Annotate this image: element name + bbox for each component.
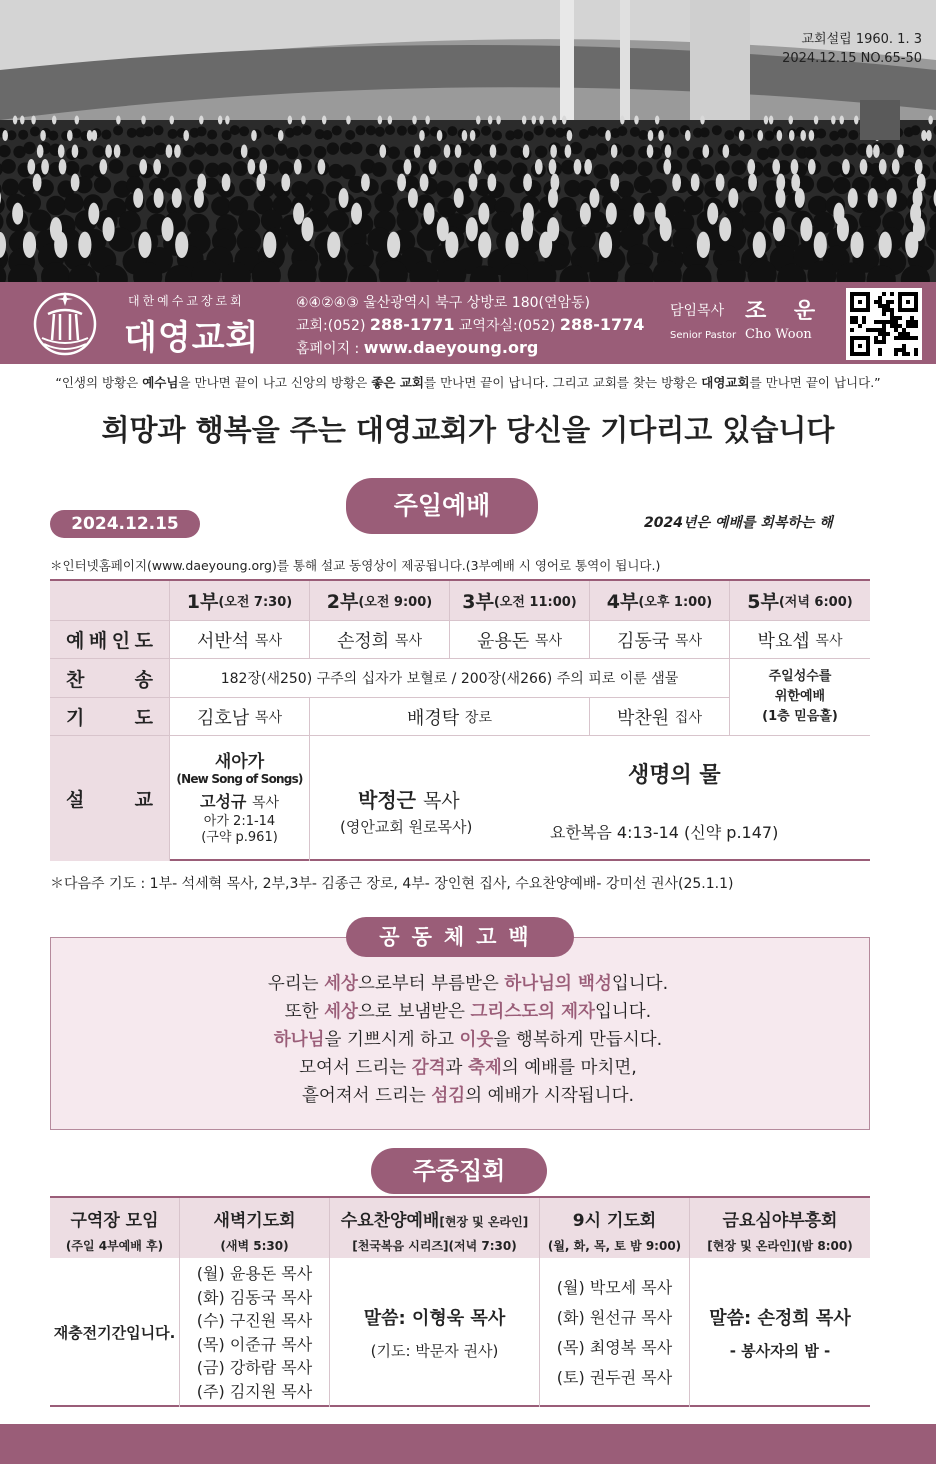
footer-bar	[0, 1424, 936, 1464]
label-char: 교	[134, 789, 153, 811]
prayer-cell	[310, 698, 590, 736]
dawn-schedule-item: (목) 이준규 목사	[196, 1334, 313, 1354]
address: ④④②④③ 울산광역시 북구 상방로 180(연암동)	[296, 295, 591, 311]
confession-highlight: 하나님	[273, 1030, 325, 1050]
label-char: 인	[111, 630, 131, 652]
sermon2-cell	[310, 736, 870, 861]
service5-note-line: 위한예배	[774, 689, 826, 704]
confession-line	[0, 970, 936, 998]
label-char: 예	[66, 630, 85, 652]
sermon1-ref-page: (구약 p.961)	[201, 829, 278, 845]
prayer-title: 집사	[674, 709, 702, 726]
service-name: 3부	[462, 591, 494, 613]
page-headline: 희망과 행복을 주는 대영교회가 당신을 기다리고 있습니다	[101, 413, 835, 447]
confession-highlight: 감격	[411, 1058, 446, 1078]
sermon2-title: 생명의 물	[628, 763, 721, 788]
prayer-name: 박찬원	[617, 707, 670, 729]
wednesday-speaker: 말씀: 이형욱 목사	[363, 1308, 506, 1329]
leader-cell	[730, 621, 870, 659]
sermon1-preacher-title: 목사	[251, 795, 279, 812]
church-name: 대영교회	[124, 318, 260, 358]
leader-title: 목사	[815, 632, 843, 649]
meeting-subtitle: (월, 화, 목, 토 밤 9:00)	[547, 1239, 682, 1253]
label-char: 기	[66, 707, 85, 729]
confession-text	[0, 970, 936, 1110]
confession-text-part: 을 기쁘시게 하고	[324, 1030, 460, 1050]
label-char: 도	[134, 630, 153, 652]
meeting-title: 금요심야부흥회	[722, 1211, 838, 1231]
sunday-worship-title: 주일예배	[346, 478, 538, 534]
service-name: 2부	[326, 591, 359, 613]
prayer-title: 장로	[464, 709, 492, 726]
service-header	[730, 581, 870, 621]
confession-text-part: 과	[445, 1058, 468, 1078]
confession-text-part: 으로 보냄받은	[357, 1002, 471, 1022]
prayer-cell	[170, 698, 310, 736]
service5-note-line: (1층 믿음홀)	[762, 709, 838, 724]
edu-phone-label: 교역자실:(052)	[458, 318, 556, 334]
church-header-band	[0, 282, 936, 364]
dawn-schedule-item: (수) 구진원 목사	[196, 1311, 313, 1330]
motto-text: 을 만나면 끝이 나고 신앙의 방황은	[178, 375, 372, 390]
leader-name: 손정희	[337, 630, 390, 652]
confession-line	[0, 998, 936, 1026]
sermon2-preacher-title: 목사	[422, 790, 460, 812]
sermon2-preacher: 박정근	[358, 788, 416, 812]
sermon2-ref: 요한복음 4:13-14 (신약 p.147)	[550, 823, 779, 842]
motto-text: “인생의 방황은	[55, 375, 143, 390]
confession-highlight: 세상	[324, 974, 358, 994]
confession-title: 공동체고백	[346, 917, 574, 957]
leader-cell	[170, 621, 310, 659]
phone-number: 288-1771	[369, 315, 455, 334]
service5-note-line: 주일성수를	[768, 669, 832, 684]
service-time: (오전 11:00)	[493, 595, 577, 610]
confession-line	[0, 1026, 936, 1054]
confession-highlight: 세상	[324, 1002, 358, 1022]
leader-title: 목사	[394, 632, 422, 649]
service-header	[590, 581, 730, 621]
leader-meeting-cell	[50, 1258, 180, 1407]
sermon1-ref: 아가 2:1-14	[203, 814, 276, 830]
service-time: (오전 9:00)	[358, 595, 433, 610]
homepage-label: 홈페이지 :	[296, 341, 360, 357]
prayer-name: 배경탁	[407, 707, 460, 729]
prayer-cell	[590, 698, 730, 736]
contact-info	[296, 292, 644, 360]
row-label-sermon	[50, 736, 170, 861]
confession-text-part: 입니다.	[611, 974, 669, 994]
pastor-title-en: Senior Pastor	[670, 330, 737, 341]
sermon1-subtitle: (New Song of Songs)	[176, 772, 303, 786]
pastor-title: 담임목사	[670, 303, 725, 319]
leader-cell	[310, 621, 450, 659]
leader-name: 서반석	[197, 630, 250, 652]
service-header	[450, 581, 590, 621]
established-date: 교회설립 1960. 1. 3	[801, 32, 922, 47]
homepage-link[interactable]: www.daeyoung.org	[363, 338, 539, 357]
leader-name: 박요셉	[757, 630, 810, 652]
meeting-header	[50, 1198, 180, 1258]
row-label-hymn	[50, 659, 170, 698]
video-note: ＊인터넷홈페이지(www.daeyoung.org)를 통해 설교 동영상이 제공됩니다.(3부예배 시 영어로 통역이 됩니다.)	[50, 558, 661, 573]
confession-highlight: 그리스도의 제자	[470, 1002, 595, 1022]
pastor-name: 조 운	[745, 299, 826, 324]
sermon2-affiliation: (영안교회 원로목사)	[340, 818, 473, 836]
service5-note	[730, 659, 870, 736]
meeting-header	[330, 1198, 540, 1258]
meeting-subtitle: (새벽 5:30)	[220, 1239, 289, 1253]
leader-name: 윤용돈	[477, 630, 530, 652]
dawn-schedule-item: (화) 김동국 목사	[196, 1287, 313, 1307]
friday-cell	[690, 1258, 870, 1407]
friday-note: - 봉사자의 밤 -	[729, 1342, 831, 1360]
issue-number: 2024.12.15 NO.65-50	[782, 51, 922, 66]
row-label-leader	[50, 621, 170, 659]
confession-highlight: 이웃	[459, 1030, 494, 1050]
edu-phone-number: 288-1774	[559, 315, 645, 334]
weekday-title: 주중집회	[371, 1148, 547, 1194]
dawn-schedule-item: (주) 김지원 목사	[196, 1381, 313, 1401]
service-name: 4부	[606, 591, 639, 613]
service-time: (저녁 6:00)	[778, 595, 853, 610]
row-label-prayer	[50, 698, 170, 736]
leader-title: 목사	[674, 632, 702, 649]
label-char: 배	[88, 630, 108, 652]
dawn-schedule-item: (월) 윤용돈 목사	[196, 1264, 313, 1283]
sermon1-preacher: 고성규	[199, 792, 247, 812]
worship-table	[50, 579, 870, 861]
confession-text-part: 으로부터 부름받은	[357, 974, 505, 994]
confession-highlight: 섬김	[431, 1086, 466, 1106]
confession-text-part: 흩어져서 드리는	[301, 1086, 432, 1106]
motto-text: 를 만나면 끝이 납니다. 그리고 교회를 찾는 방황은	[424, 375, 702, 390]
label-char: 송	[134, 668, 153, 691]
meeting-header	[540, 1198, 690, 1258]
meeting-title: 9시 기도회	[572, 1211, 657, 1231]
nine-schedule-item: (목) 최영복 목사	[556, 1337, 673, 1357]
confession-text-part: 의 예배를 마치면,	[501, 1058, 637, 1078]
table-corner	[50, 581, 170, 621]
service-header	[170, 581, 310, 621]
denomination: 대한예수교장로회	[128, 294, 245, 308]
weekday-table	[50, 1196, 870, 1407]
wednesday-prayer: (기도: 박문자 권사)	[370, 1342, 499, 1360]
hymn-cell: 182장(새250) 구주의 십자가 보혈로 / 200장(새266) 주의 피로 이룬 샘물	[170, 659, 730, 698]
wednesday-cell	[330, 1258, 540, 1407]
church-logo-icon	[30, 288, 100, 358]
meeting-header	[180, 1198, 330, 1258]
meeting-subtitle: [천국복음 시리즈](저녁 7:30)	[352, 1239, 517, 1253]
confession-text-part: 또한	[284, 1002, 325, 1022]
confession-highlight: 축제	[468, 1058, 502, 1078]
leader-cell	[590, 621, 730, 659]
leader-name: 김동국	[617, 630, 670, 652]
motto-bold: 대영교회	[701, 375, 750, 390]
qr-code[interactable]	[846, 288, 922, 360]
service-name: 5부	[747, 591, 779, 613]
confession-text-part: 우리는	[267, 974, 325, 994]
bulletin-date: 2024.12.15	[50, 510, 200, 538]
sermon1-cell	[170, 736, 310, 861]
leader-meeting-note: 재충전기간입니다.	[53, 1324, 176, 1342]
nine-schedule-item: (월) 박모세 목사	[556, 1277, 673, 1297]
dawn-prayer-cell	[180, 1258, 330, 1407]
service-time: (오후 1:00)	[638, 595, 713, 610]
leader-title: 목사	[534, 632, 562, 649]
prayer-name: 김호남	[197, 707, 250, 729]
service-name: 1부	[186, 591, 219, 613]
meeting-title: 수요찬양예배	[340, 1211, 440, 1231]
friday-speaker: 말씀: 손정희 목사	[709, 1308, 851, 1329]
pastor-name-en: Cho Woon	[745, 327, 812, 342]
sermon1-title: 새아가	[214, 751, 265, 772]
meeting-subtitle: [현장 및 온라인](밤 8:00)	[707, 1239, 853, 1253]
prayer-title: 목사	[254, 709, 282, 726]
leader-title: 목사	[254, 632, 282, 649]
confession-highlight: 하나님의 백성	[504, 974, 612, 994]
nine-prayer-cell	[540, 1258, 690, 1407]
meeting-subtitle: (주일 4부예배 후)	[65, 1239, 164, 1253]
qr-code-icon	[850, 292, 918, 356]
phone-label: 교회:(052)	[296, 318, 366, 334]
meeting-title: 새벽기도회	[213, 1211, 296, 1231]
confession-text-part: 의 예배가 시작됩니다.	[465, 1086, 635, 1106]
service-header	[310, 581, 450, 621]
nine-schedule-item: (토) 권두권 목사	[556, 1367, 673, 1387]
confession-text-part: 입니다.	[594, 1002, 652, 1022]
church-motto	[0, 373, 936, 391]
motto-bold: 예수님	[142, 375, 179, 390]
meeting-title: 구역장 모임	[70, 1211, 159, 1231]
congregation-photo	[0, 0, 936, 282]
label-char: 찬	[66, 668, 85, 691]
dawn-schedule-item: (금) 강하람 목사	[196, 1358, 313, 1377]
confession-line	[0, 1082, 936, 1110]
confession-text-part: 을 행복하게 만듭시다.	[493, 1030, 663, 1050]
nine-schedule-item: (화) 원선규 목사	[556, 1307, 673, 1327]
next-week-prayer: ＊다음주 기도 : 1부- 석세혁 목사, 2부,3부- 김종근 장로, 4부- 장인현 집사, 수요찬양예배- 강미선 권사(25.1.1)	[50, 876, 734, 892]
meeting-title-note: [현장 및 온라인]	[439, 1215, 529, 1229]
label-char: 설	[66, 789, 85, 811]
leader-cell	[450, 621, 590, 659]
motto-bold: 좋은 교회	[371, 375, 425, 390]
confession-line	[0, 1054, 936, 1082]
year-theme: 2024년은 예배를 회복하는 해	[644, 515, 833, 531]
meeting-header	[690, 1198, 870, 1258]
service-time: (오전 7:30)	[218, 595, 293, 610]
confession-text-part: 모여서 드리는	[299, 1058, 412, 1078]
motto-text: 를 만나면 끝이 납니다.”	[749, 375, 881, 390]
label-char: 도	[134, 707, 153, 729]
